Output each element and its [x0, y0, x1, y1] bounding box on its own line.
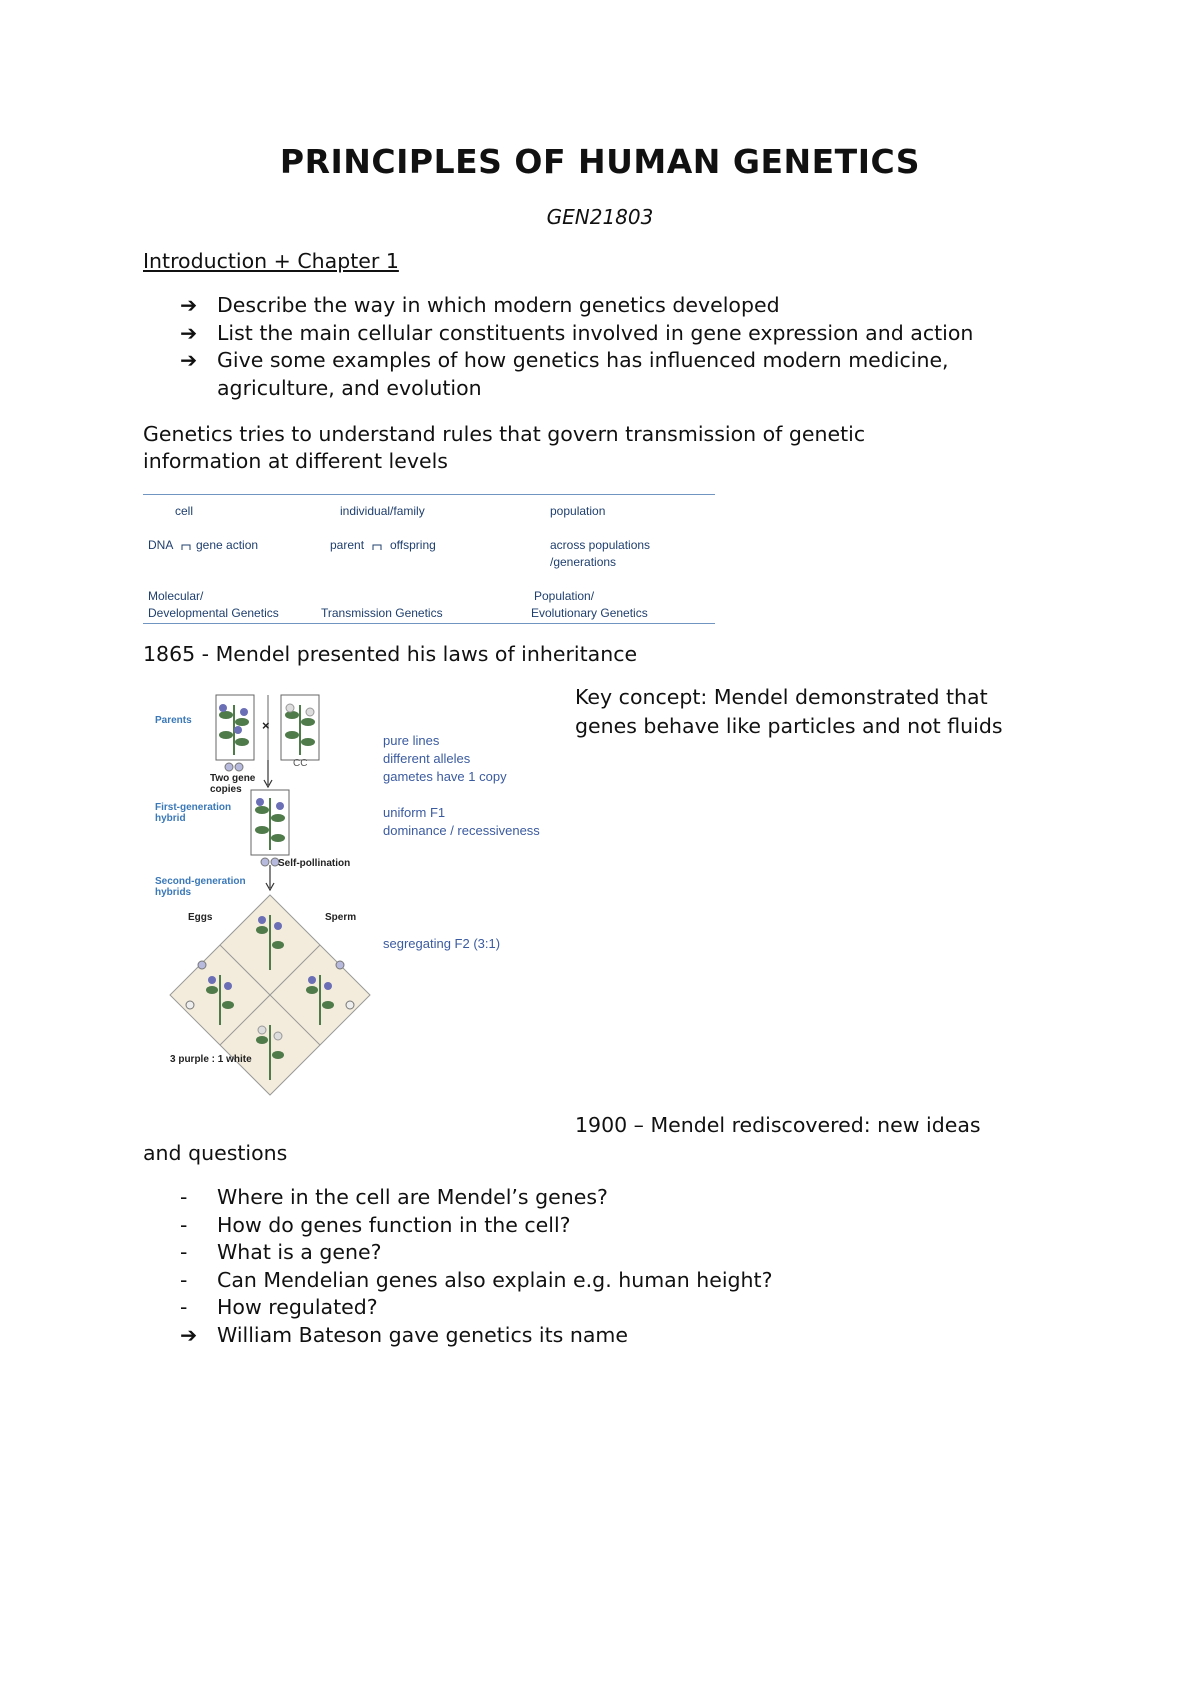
levels-gene-action: gene action [196, 538, 259, 552]
fig-label-hybrids: hybrids [155, 887, 192, 898]
arrow-bullet-icon: ➔ [180, 321, 198, 345]
rediscovered-line1: 1900 – Mendel rediscovered: new ideas [575, 1113, 981, 1137]
levels-developmental: Developmental Genetics [148, 606, 279, 620]
levels-dna: DNA [148, 538, 174, 552]
levels-header-cell: cell [175, 504, 194, 518]
parent-plant-white [285, 704, 315, 755]
levels-parent: parent [330, 538, 365, 552]
dash-bullet: - [180, 1185, 188, 1209]
dash-bullet: - [180, 1268, 188, 1292]
intro-paragraph-line2: information at different levels [143, 449, 448, 473]
levels-generations: /generations [550, 555, 617, 569]
dash-bullet: - [180, 1240, 188, 1264]
dash-bullet: - [180, 1295, 188, 1319]
fig-label-hybrid: hybrid [155, 813, 186, 824]
mendel-cross-diagram [150, 690, 570, 1100]
rediscovered-line2: and questions [143, 1141, 288, 1165]
note-gametes: gametes have 1 copy [383, 769, 507, 784]
f1-plant [255, 798, 285, 850]
section-heading: Introduction + Chapter 1 [143, 249, 399, 273]
levels-molecular: Molecular/ [148, 589, 204, 603]
note-uniform-f1: uniform F1 [383, 805, 446, 820]
parent-plant-purple [219, 704, 249, 755]
levels-transmission: Transmission Genetics [321, 606, 443, 620]
arrow-icon [372, 543, 382, 551]
key-concept-line1: Key concept: Mendel demonstrated that [575, 685, 988, 709]
note-pure-lines: pure lines [383, 733, 440, 748]
mendel-1865-line: 1865 - Mendel presented his laws of inheritance [143, 642, 638, 666]
mendel-cross-figure [150, 690, 570, 1100]
note-dominance: dominance / recessiveness [383, 823, 540, 838]
course-code: GEN21803 [546, 205, 654, 229]
fig-label-self-pollination: Self-pollination [278, 858, 351, 869]
key-concept-line2: genes behave like particles and not fluids [575, 714, 1003, 738]
note-different-alleles: different alleles [383, 751, 471, 766]
levels-evolutionary: Evolutionary Genetics [531, 606, 648, 620]
arrow-bullet-icon: ➔ [180, 293, 198, 317]
fig-label-second-gen: Second-generation [155, 876, 246, 887]
levels-across-populations: across populations [550, 538, 651, 552]
fig-label-first-gen: First-generation [155, 802, 232, 813]
document-title: PRINCIPLES OF HUMAN GENETICS [279, 142, 921, 181]
intro-paragraph-line1: Genetics tries to understand rules that govern transmission of genetic [143, 422, 866, 446]
dash-bullet: - [180, 1213, 188, 1237]
fig-label-two-gene: Two gene [210, 773, 256, 784]
arrow-icon [181, 543, 191, 551]
levels-population-label: Population/ [534, 589, 595, 603]
levels-header-population: population [550, 504, 606, 518]
levels-offspring: offspring [390, 538, 436, 552]
genetics-levels-figure [143, 494, 715, 624]
fig-label-sperm: Sperm [325, 912, 357, 923]
fig-label-ratio: 3 purple : 1 white [170, 1054, 252, 1065]
fig-label-copies: copies [210, 784, 242, 795]
arrow-bullet-icon: ➔ [180, 348, 198, 372]
cross-symbol: × [262, 718, 270, 733]
levels-header-individual: individual/family [340, 504, 425, 518]
fig-label-cc: CC [293, 758, 308, 769]
note-segregating-f2: segregating F2 (3:1) [383, 936, 501, 951]
arrow-bullet-icon: ➔ [180, 1323, 198, 1347]
fig-label-eggs: Eggs [188, 912, 213, 923]
fig-label-parents: Parents [155, 715, 192, 726]
